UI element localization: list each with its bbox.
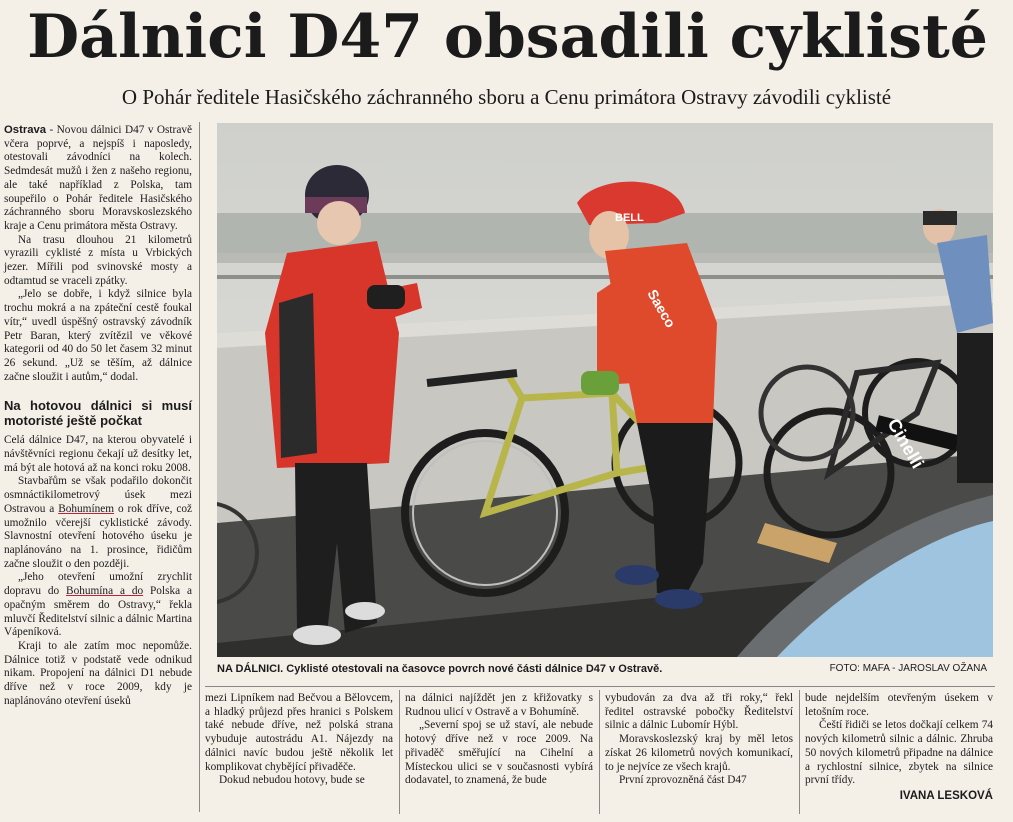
helmet-brand-label: BELL [615, 212, 644, 224]
paragraph: Čeští řidiči se letos dočkají celkem 74 nových kilometrů silnic a dálnic. Zhruba 50 nových kilometrů připadne na dálnice a rychlostní silnice, zbytek na silnice první třídy. [805, 719, 993, 787]
paragraph: „Jelo se dobře, i když silnice byla trochu mokrá a na zpáteční cestě foukal vítr,“ uvedl úspěšný ostravský závodník Petr Baran, který zvítězil ve věkové kategorii od 40 do 50 let časem 32 minut 26 sekund. „Už se těším, až dálnice začne sloužit i autům,“ dodal. [4, 288, 192, 383]
article-column-3 [405, 692, 593, 788]
caption-text: Cyklisté otestovali na časovce povrch nové části dálnice D47 v Ostravě. [286, 663, 663, 675]
frame-brand-label: Cinelli [883, 415, 928, 472]
paragraph: vybudován za dva až tři roky,“ řekl ředitel ostravské pobočky Ředitelství silnic a dálnic Lubomír Hýbl. [605, 692, 793, 732]
paragraph: mezi Lipníkem nad Bečvou a Bělovcem, a hladký průjezd přes hranici s Polskem také nebude dříve, než polská strana vybuduje autostrádu A1. Nájezdy na dálnici navíc budou ještě několik let komplikovat chybějící přivaděče. [205, 692, 393, 773]
place-link[interactable]: Bohumína a do [66, 585, 144, 598]
paragraph: Moravskoslezský kraj by měl letos získat 26 kilometrů nových komunikací, to je nejvíce ze všech krajů. [605, 733, 793, 773]
paragraph [4, 124, 192, 234]
article-column-5 [805, 692, 993, 804]
paragraph [4, 475, 192, 571]
paragraph: bude nejdelším otevřeným úsekem v letošním roce. [805, 692, 993, 718]
column-divider [199, 122, 200, 812]
photo-credit: FOTO: MAFA - JAROSLAV OŽANA [829, 663, 987, 674]
paragraph: na dálnici najíždět jen z křižovatky s Rudnou ulicí v Ostravě a v Bohumíně. [405, 692, 593, 718]
article-column-2 [205, 692, 393, 788]
paragraph: První zprovozněná část D47 [619, 774, 747, 787]
paragraph: „Severní spoj se už staví, ale nebude hotový dříve než v roce 2009. Na přivaděč směřující na Cihelní a Místeckou ulici se v současnosti vybírá dodavatel, to znamená, že bude [405, 719, 593, 787]
article-column-4 [605, 692, 793, 788]
paragraph-text: „Jeho otevření umožní zrychlit dopravu do [4, 571, 192, 598]
jersey-brand-label: Saeco [644, 286, 679, 331]
caption-divider [205, 686, 995, 687]
headline: Dálnici D47 obsadili cyklisté [27, 2, 988, 72]
paragraph: Na trasu dlouhou 21 kilometrů vyrazili cyklisté z místa u Vrbických jezer. Mířili pod svinovské mosty a odtamtud se vraceli zpátky. [4, 233, 192, 287]
place-link[interactable]: Bohumínem [58, 502, 115, 515]
section-heading: Na hotovou dálnici si musí motoristé ještě počkat [4, 398, 192, 429]
paragraph-text: Stavbařům se však podařilo dokončit osmnáctikilometrový úsek mezi Ostravou a [4, 475, 192, 515]
article-column-1 [4, 124, 192, 708]
column-divider [399, 690, 400, 814]
news-photo [217, 123, 993, 657]
caption-label: NA DÁLNICI. [217, 663, 284, 675]
paragraph [4, 571, 192, 640]
subheadline: O Pohár ředitele Hasičského záchranného sboru a Cenu primátora Ostravy závodili cyklisté [121, 85, 892, 109]
photo-caption [217, 663, 993, 683]
paragraph-text: Polska a opačným směrem do Ostravy,“ řekla mluvčí Ředitelství silnic a dálnic Martina Vápeníková. [4, 585, 192, 639]
cyclists-photo-illustration [217, 123, 993, 657]
paragraph: Celá dálnice D47, na kterou obyvatelé i návštěvníci regionu čekají už desítky let, má být ale hotová až na konci roku 2008. [4, 434, 192, 474]
column-divider [799, 690, 800, 814]
dateline: Ostrava [4, 124, 47, 136]
paragraph: Dokud nebudou hotovy, bude se [219, 774, 365, 787]
column-divider [599, 690, 600, 814]
paragraph-text: - Novou dálnici D47 v Ostravě včera poprvé, a nejspíš i naposledy, otestovali závodníci na kolech. Sedmdesát mužů i žen z našeho regionu, ale také například z Polska, tam soupeřilo o Pohár ředitele Hasičského záchranného sboru Moravskoslezského kraje a Cenu primátora města Ostravy. [4, 124, 192, 232]
paragraph-text: o rok dříve, což umožnilo včerejší cyklistické závody. Slavnostní otevření hotového úseku je naplánováno na 1. prosince, řidičům začne sloužit o den později. [4, 502, 193, 570]
author-byline: IVANA LESKOVÁ [899, 789, 993, 802]
paragraph: Kraji to ale zatím moc nepomůže. Dálnice totiž v podstatě vede odnikud nikam. Propojení na dálnici D1 nebude dříve než v roce 2009, kdy je naplánováno otevření úseků [4, 639, 192, 707]
